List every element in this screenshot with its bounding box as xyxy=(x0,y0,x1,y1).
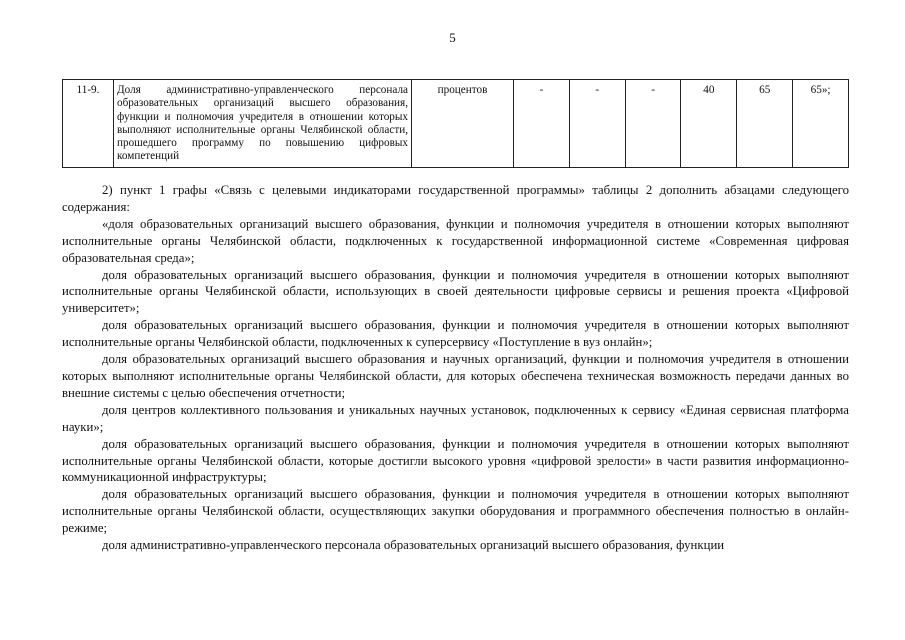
row-number: 11-9. xyxy=(63,80,114,168)
paragraph: доля образовательных организаций высшего образования, функции и полномочия учредителя в отношении которых выполняют исполнительные органы Челябинской области, использующих в своей деятельности цифровые сервисы и решения проекта «Цифровой университет»; xyxy=(62,267,849,316)
body-text xyxy=(62,182,849,554)
paragraph: доля образовательных организаций высшего образования, функции и полномочия учредителя в отношении которых выполняют исполнительные органы Челябинской области, которые достигли высокого уровня «цифровой зрелости» в части развития информационно-коммуникационной инфраструктуры; xyxy=(62,436,849,485)
table-row xyxy=(63,80,849,168)
value-cell: - xyxy=(514,80,570,168)
paragraph: доля образовательных организаций высшего образования и научных организаций, функции и полномочия учредителя в отношении которых выполняют исполнительные органы Челябинской области, для которых обеспечена техническая возможность передачи данных во внешние системы с целью обеспечения отчетности; xyxy=(62,352,849,400)
paragraph: «доля образовательных организаций высшего образования, функции и полномочия учредителя в отношении которых выполняют исполнительные органы Челябинской области, подключенных к государственной информационной системе «Современная цифровая образовательная среда»; xyxy=(62,216,849,265)
paragraph: доля образовательных организаций высшего образования, функции и полномочия учредителя в отношении которых выполняют исполнительные органы Челябинской области, подключенных к суперсервису «Поступление в вуз онлайн»; xyxy=(62,318,849,350)
value-cell: - xyxy=(625,80,681,168)
unit-cell: процентов xyxy=(412,80,514,168)
paragraph: 2) пункт 1 графы «Связь с целевыми индикаторами государственной программы» таблицы 2 дополнить абзацами следующего содержания: xyxy=(62,183,849,214)
paragraph: доля центров коллективного пользования и уникальных научных установок, подключенных к сервису «Единая сервисная платформа науки»; xyxy=(62,402,849,434)
indicator-name: Доля административно-управленческого персонала образовательных организаций высшего образования, функции и полномочия учредителя в отношении которых выполняют исполнительные органы Челябинской области, прошедшего программу по повышению цифровых компетенций xyxy=(114,80,412,168)
value-cell: - xyxy=(569,80,625,168)
value-cell: 65 xyxy=(737,80,793,168)
paragraph: доля административно-управленческого персонала образовательных организаций высшего образования, функции xyxy=(102,538,725,553)
value-cell: 40 xyxy=(681,80,737,168)
paragraph: доля образовательных организаций высшего образования, функции и полномочия учредителя в отношении которых выполняют исполнительные органы Челябинской области, осуществляющих закупки оборудования и программного обеспечения полностью в онлайн-режиме; xyxy=(62,487,849,536)
value-cell: 65»; xyxy=(793,80,849,168)
page-number: 5 xyxy=(449,30,456,45)
indicator-table xyxy=(62,79,849,168)
